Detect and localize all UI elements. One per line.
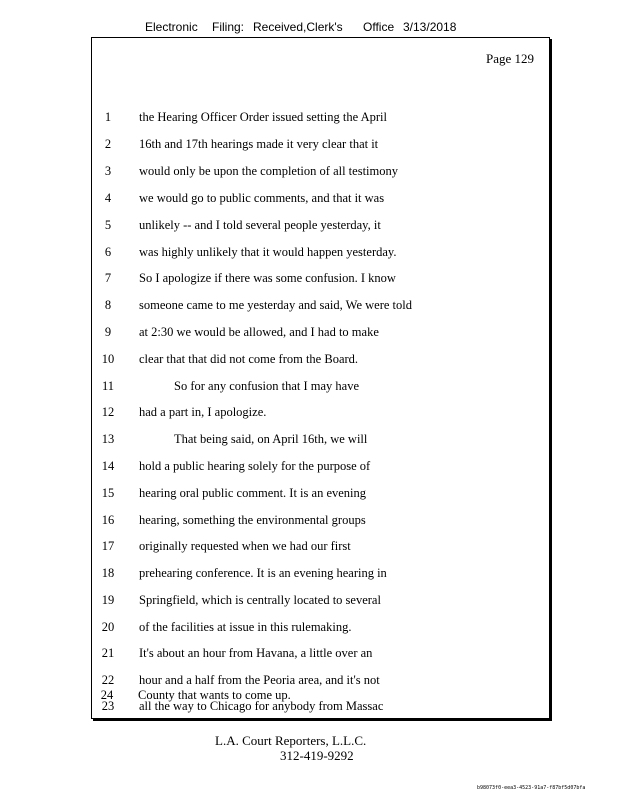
line-text: was highly unlikely that it would happen yesterday. — [139, 245, 397, 259]
transcript-line — [92, 620, 551, 640]
line-number: 21 — [101, 646, 115, 660]
transcript-line — [92, 459, 551, 479]
transcript-line — [92, 298, 551, 318]
line-text: prehearing conference. It is an evening hearing in — [139, 566, 387, 580]
line-number: 11 — [101, 379, 115, 393]
transcript-line — [91, 688, 550, 708]
line-number: 12 — [101, 405, 115, 419]
filing-label: Filing: — [212, 20, 245, 34]
line-text: at 2:30 we would be allowed, and I had to make — [139, 325, 379, 339]
line-text: we would go to public comments, and that it was — [139, 191, 385, 205]
line-number: 3 — [104, 164, 112, 178]
line-number: 24 — [100, 688, 114, 702]
line-number: 5 — [104, 218, 112, 232]
line-number: 15 — [101, 486, 115, 500]
line-number: 6 — [104, 245, 112, 259]
transcript-line — [92, 593, 551, 613]
line-text: hearing oral public comment. It is an evening — [139, 486, 367, 500]
transcript-page — [91, 37, 550, 719]
line-text: all the way to Chicago for anybody from Massac — [139, 699, 384, 713]
line-number: 23 — [101, 699, 115, 713]
line-text: County that wants to come up. — [138, 688, 291, 702]
line-number: 2 — [104, 137, 112, 151]
line-text: the Hearing Officer Order issued setting the April — [139, 110, 387, 124]
line-number: 10 — [101, 352, 115, 366]
line-text: That being said, on April 16th, we will — [174, 432, 368, 446]
page-number: Page 129 — [485, 51, 534, 66]
line-number: 13 — [101, 432, 115, 446]
transcript-line — [92, 218, 551, 238]
line-text: Springfield, which is centrally located to several — [139, 593, 381, 607]
line-number: 20 — [101, 620, 115, 634]
filing-received: Received,Clerk's — [253, 20, 343, 34]
transcript-line — [92, 379, 551, 399]
transcript-line — [92, 137, 551, 157]
reporter-company: L.A. Court Reporters, L.L.C. — [215, 733, 367, 748]
line-text: clear that that did not come from the Board. — [139, 352, 359, 366]
line-text: hold a public hearing solely for the purpose of — [139, 459, 371, 473]
line-text: someone came to me yesterday and said, We were told — [139, 298, 412, 312]
line-number: 18 — [101, 566, 115, 580]
line-text: originally requested when we had our first — [139, 539, 351, 553]
line-text: 16th and 17th hearings made it very clear that it — [139, 137, 379, 151]
reporter-phone: 312-419-9292 — [280, 748, 354, 763]
line-number: 1 — [104, 110, 112, 124]
transcript-line — [92, 191, 551, 211]
transcript-line — [92, 405, 551, 425]
line-text: would only be upon the completion of all testimony — [139, 164, 398, 178]
filing-electronic: Electronic — [145, 20, 198, 34]
transcript-line — [92, 646, 551, 666]
line-text: So I apologize if there was some confusion. I know — [139, 271, 396, 285]
filing-date: 3/13/2018 — [403, 20, 457, 34]
document-id: b98073f0-eea3-4523-91a7-f87bf5d07bfa — [477, 785, 586, 791]
transcript-line — [92, 432, 551, 452]
transcript-line — [92, 110, 551, 130]
transcript-line — [92, 352, 551, 372]
transcript-line — [92, 539, 551, 559]
line-number: 7 — [104, 271, 112, 285]
line-number: 22 — [101, 673, 115, 687]
line-number: 19 — [101, 593, 115, 607]
transcript-line — [92, 245, 551, 265]
line-number: 16 — [101, 513, 115, 527]
transcript-line — [92, 271, 551, 291]
filing-office: Office — [363, 20, 395, 34]
line-text: hour and a half from the Peoria area, and it's not — [139, 673, 380, 687]
transcript-line — [92, 513, 551, 533]
line-number: 8 — [104, 298, 112, 312]
transcript-line — [92, 566, 551, 586]
line-number: 9 — [104, 325, 112, 339]
line-text: hearing, something the environmental groups — [139, 513, 366, 527]
transcript-line — [92, 325, 551, 345]
line-number: 14 — [101, 459, 115, 473]
transcript-line — [92, 486, 551, 506]
line-number: 17 — [101, 539, 115, 553]
line-text: unlikely -- and I told several people yesterday, it — [139, 218, 381, 232]
line-text: had a part in, I apologize. — [139, 405, 267, 419]
line-number: 4 — [104, 191, 112, 205]
line-text: of the facilities at issue in this rulemaking. — [139, 620, 352, 634]
line-text: It's about an hour from Havana, a little over an — [139, 646, 373, 660]
transcript-line — [92, 164, 551, 184]
line-text: So for any confusion that I may have — [174, 379, 360, 393]
